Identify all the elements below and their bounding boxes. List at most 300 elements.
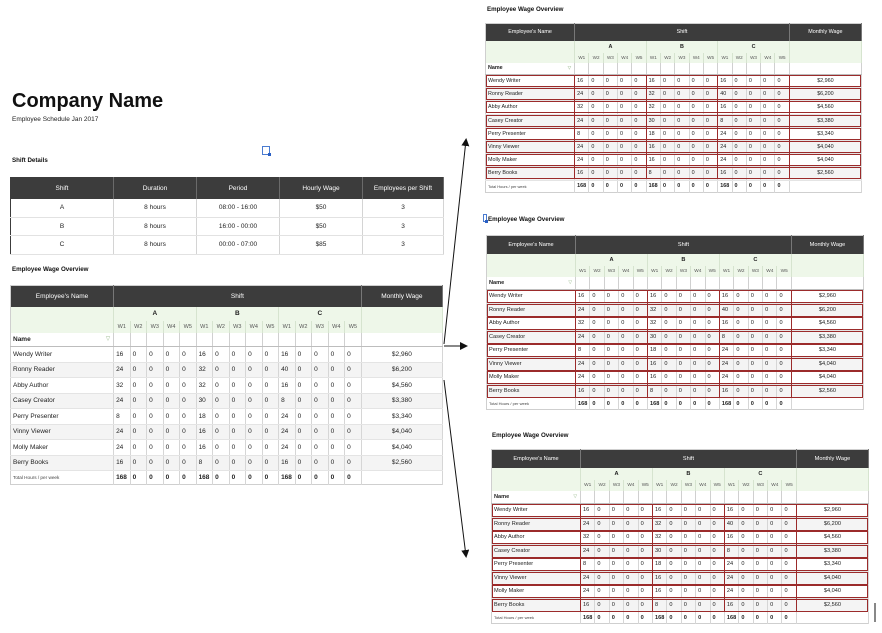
hours-cell[interactable]: 0 bbox=[705, 290, 719, 304]
hours-cell[interactable]: 0 bbox=[763, 344, 777, 358]
hours-cell[interactable]: 0 bbox=[662, 330, 676, 344]
monthly-wage-cell[interactable]: $4,040 bbox=[796, 585, 868, 599]
hours-cell[interactable]: 0 bbox=[761, 88, 775, 101]
hours-cell[interactable]: 0 bbox=[312, 424, 329, 440]
monthly-wage-cell[interactable]: $2,560 bbox=[789, 167, 861, 180]
employee-name-cell[interactable]: Berry Books bbox=[487, 384, 576, 398]
hours-cell[interactable]: 0 bbox=[604, 317, 618, 331]
hours-cell[interactable]: 32 bbox=[196, 378, 213, 394]
hours-cell[interactable]: 0 bbox=[624, 558, 638, 572]
hours-cell[interactable]: 0 bbox=[761, 75, 775, 88]
hours-cell[interactable]: 0 bbox=[604, 290, 618, 304]
hours-cell[interactable]: 24 bbox=[575, 88, 589, 101]
hours-cell[interactable]: 0 bbox=[246, 455, 263, 471]
monthly-wage-cell[interactable]: $2,960 bbox=[791, 290, 863, 304]
hours-cell[interactable]: 0 bbox=[633, 330, 647, 344]
hours-cell[interactable]: 8 bbox=[647, 384, 661, 398]
hours-cell[interactable]: 0 bbox=[662, 303, 676, 317]
hours-cell[interactable]: 32 bbox=[647, 303, 661, 317]
hours-cell[interactable]: 0 bbox=[638, 571, 652, 585]
employee-name-cell[interactable]: Berry Books bbox=[486, 167, 575, 180]
hours-cell[interactable]: 0 bbox=[180, 362, 197, 378]
hours-cell[interactable]: 0 bbox=[618, 101, 632, 114]
hours-cell[interactable]: 32 bbox=[581, 531, 595, 545]
hours-cell[interactable]: 0 bbox=[775, 88, 789, 101]
hours-cell[interactable]: 0 bbox=[638, 531, 652, 545]
hours-cell[interactable]: 0 bbox=[667, 598, 681, 612]
hours-cell[interactable]: 0 bbox=[632, 101, 646, 114]
hours-cell[interactable]: 0 bbox=[739, 544, 753, 558]
hours-cell[interactable]: 0 bbox=[696, 531, 710, 545]
hours-cell[interactable]: 32 bbox=[196, 362, 213, 378]
hours-cell[interactable]: 0 bbox=[147, 424, 164, 440]
hours-cell[interactable]: 0 bbox=[746, 88, 760, 101]
hours-cell[interactable]: 0 bbox=[624, 585, 638, 599]
hours-cell[interactable]: 0 bbox=[782, 531, 796, 545]
hours-cell[interactable]: 0 bbox=[763, 303, 777, 317]
hours-cell[interactable]: 0 bbox=[213, 455, 230, 471]
hours-cell[interactable]: 0 bbox=[147, 362, 164, 378]
hours-cell[interactable]: 0 bbox=[782, 571, 796, 585]
hours-cell[interactable]: 0 bbox=[180, 378, 197, 394]
hours-cell[interactable]: 16 bbox=[581, 504, 595, 518]
hours-cell[interactable]: 0 bbox=[345, 440, 362, 456]
monthly-wage-cell[interactable]: $6,200 bbox=[791, 303, 863, 317]
hours-cell[interactable]: 0 bbox=[746, 127, 760, 140]
hours-cell[interactable]: 0 bbox=[163, 424, 180, 440]
hours-cell[interactable]: 24 bbox=[576, 371, 590, 385]
monthly-wage-cell[interactable]: $2,960 bbox=[796, 504, 868, 518]
hours-cell[interactable]: 0 bbox=[638, 558, 652, 572]
hours-cell[interactable]: 0 bbox=[609, 517, 623, 531]
hours-cell[interactable]: 0 bbox=[696, 504, 710, 518]
hours-cell[interactable]: 0 bbox=[703, 101, 717, 114]
hours-cell[interactable]: 0 bbox=[632, 127, 646, 140]
hours-cell[interactable]: 0 bbox=[748, 330, 762, 344]
hours-cell[interactable]: 0 bbox=[675, 127, 689, 140]
hours-cell[interactable]: 8 bbox=[724, 544, 738, 558]
hours-cell[interactable]: 0 bbox=[734, 290, 748, 304]
hours-cell[interactable]: 0 bbox=[746, 140, 760, 153]
hours-cell[interactable]: 0 bbox=[618, 140, 632, 153]
hours-cell[interactable]: 0 bbox=[603, 114, 617, 127]
filter-icon[interactable]: ▽ bbox=[105, 336, 111, 343]
employee-name-cell[interactable]: Abby Author bbox=[11, 378, 114, 394]
shift-cell[interactable]: 8 hours bbox=[114, 236, 197, 255]
hours-cell[interactable]: 0 bbox=[753, 504, 767, 518]
employee-name-cell[interactable]: Ronny Reader bbox=[11, 362, 114, 378]
employee-name-cell[interactable]: Vinny Viewer bbox=[492, 571, 581, 585]
monthly-wage-cell[interactable]: $6,200 bbox=[361, 362, 442, 378]
hours-cell[interactable]: 16 bbox=[718, 75, 732, 88]
hours-cell[interactable]: 0 bbox=[589, 101, 603, 114]
hours-cell[interactable]: 0 bbox=[734, 330, 748, 344]
hours-cell[interactable]: 0 bbox=[689, 75, 703, 88]
hours-cell[interactable]: 0 bbox=[229, 424, 246, 440]
hours-cell[interactable]: 24 bbox=[279, 409, 296, 425]
hours-cell[interactable]: 24 bbox=[718, 154, 732, 167]
hours-cell[interactable]: 16 bbox=[196, 347, 213, 363]
hours-cell[interactable]: 0 bbox=[589, 114, 603, 127]
hours-cell[interactable]: 0 bbox=[589, 88, 603, 101]
hours-cell[interactable]: 0 bbox=[163, 409, 180, 425]
shift-cell[interactable]: 8 hours bbox=[114, 199, 197, 217]
hours-cell[interactable]: 0 bbox=[732, 88, 746, 101]
employee-name-cell[interactable]: Abby Author bbox=[486, 101, 575, 114]
employee-name-cell[interactable]: Casey Creator bbox=[11, 393, 114, 409]
hours-cell[interactable]: 0 bbox=[675, 140, 689, 153]
hours-cell[interactable]: 0 bbox=[777, 317, 791, 331]
hours-cell[interactable]: 0 bbox=[676, 371, 690, 385]
hours-cell[interactable]: 0 bbox=[345, 424, 362, 440]
hours-cell[interactable]: 0 bbox=[696, 585, 710, 599]
filter-icon[interactable]: ▽ bbox=[573, 494, 578, 500]
hours-cell[interactable]: 0 bbox=[763, 384, 777, 398]
hours-cell[interactable]: 0 bbox=[676, 384, 690, 398]
employee-name-cell[interactable]: Perry Presenter bbox=[492, 558, 581, 572]
hours-cell[interactable]: 0 bbox=[328, 440, 345, 456]
hours-cell[interactable]: 0 bbox=[732, 154, 746, 167]
hours-cell[interactable]: 0 bbox=[262, 378, 279, 394]
hours-cell[interactable]: 0 bbox=[632, 140, 646, 153]
hours-cell[interactable]: 0 bbox=[262, 347, 279, 363]
shift-cell[interactable]: 3 bbox=[363, 199, 444, 217]
hours-cell[interactable]: 0 bbox=[618, 114, 632, 127]
hours-cell[interactable]: 0 bbox=[130, 362, 147, 378]
hours-cell[interactable]: 0 bbox=[675, 101, 689, 114]
hours-cell[interactable]: 0 bbox=[609, 585, 623, 599]
hours-cell[interactable]: 30 bbox=[196, 393, 213, 409]
hours-cell[interactable]: 0 bbox=[705, 357, 719, 371]
hours-cell[interactable]: 0 bbox=[732, 75, 746, 88]
employee-name-cell[interactable]: Wendy Writer bbox=[492, 504, 581, 518]
hours-cell[interactable]: 0 bbox=[312, 362, 329, 378]
hours-cell[interactable]: 0 bbox=[691, 317, 705, 331]
hours-cell[interactable]: 8 bbox=[576, 344, 590, 358]
hours-cell[interactable]: 0 bbox=[681, 558, 695, 572]
hours-cell[interactable]: 0 bbox=[734, 357, 748, 371]
hours-cell[interactable]: 0 bbox=[345, 455, 362, 471]
hours-cell[interactable]: 0 bbox=[696, 517, 710, 531]
shift-cell[interactable]: $85 bbox=[280, 236, 363, 255]
hours-cell[interactable]: 0 bbox=[739, 585, 753, 599]
hours-cell[interactable]: 0 bbox=[662, 290, 676, 304]
hours-cell[interactable]: 0 bbox=[619, 371, 633, 385]
hours-cell[interactable]: 8 bbox=[718, 114, 732, 127]
hours-cell[interactable]: 0 bbox=[618, 88, 632, 101]
hours-cell[interactable]: 0 bbox=[748, 357, 762, 371]
hours-cell[interactable]: 16 bbox=[652, 571, 666, 585]
hours-cell[interactable]: 16 bbox=[114, 455, 131, 471]
hours-cell[interactable]: 0 bbox=[676, 330, 690, 344]
hours-cell[interactable]: 0 bbox=[262, 362, 279, 378]
hours-cell[interactable]: 0 bbox=[705, 384, 719, 398]
employee-name-cell[interactable]: Perry Presenter bbox=[487, 344, 576, 358]
hours-cell[interactable]: 0 bbox=[262, 409, 279, 425]
employee-name-cell[interactable]: Molly Maker bbox=[492, 585, 581, 599]
hours-cell[interactable]: 0 bbox=[589, 154, 603, 167]
hours-cell[interactable]: 0 bbox=[633, 303, 647, 317]
hours-cell[interactable]: 0 bbox=[710, 598, 724, 612]
hours-cell[interactable]: 0 bbox=[213, 393, 230, 409]
hours-cell[interactable]: 0 bbox=[746, 101, 760, 114]
hours-cell[interactable]: 0 bbox=[696, 571, 710, 585]
employee-name-cell[interactable]: Casey Creator bbox=[487, 330, 576, 344]
hours-cell[interactable]: 0 bbox=[130, 393, 147, 409]
hours-cell[interactable]: 8 bbox=[575, 127, 589, 140]
hours-cell[interactable]: 0 bbox=[748, 371, 762, 385]
employee-name-cell[interactable]: Perry Presenter bbox=[486, 127, 575, 140]
hours-cell[interactable]: 0 bbox=[696, 558, 710, 572]
hours-cell[interactable]: 16 bbox=[279, 347, 296, 363]
hours-cell[interactable]: 0 bbox=[328, 455, 345, 471]
monthly-wage-cell[interactable]: $4,560 bbox=[789, 101, 861, 114]
hours-cell[interactable]: 0 bbox=[632, 75, 646, 88]
hours-cell[interactable]: 0 bbox=[312, 347, 329, 363]
hours-cell[interactable]: 0 bbox=[590, 371, 604, 385]
hours-cell[interactable]: 0 bbox=[609, 571, 623, 585]
hours-cell[interactable]: 0 bbox=[703, 127, 717, 140]
hours-cell[interactable]: 0 bbox=[768, 571, 782, 585]
hours-cell[interactable]: 0 bbox=[603, 101, 617, 114]
hours-cell[interactable]: 8 bbox=[646, 167, 660, 180]
hours-cell[interactable]: 0 bbox=[667, 558, 681, 572]
hours-cell[interactable]: 16 bbox=[576, 290, 590, 304]
hours-cell[interactable]: 32 bbox=[646, 88, 660, 101]
hours-cell[interactable]: 0 bbox=[180, 347, 197, 363]
hours-cell[interactable]: 0 bbox=[710, 558, 724, 572]
hours-cell[interactable]: 0 bbox=[618, 154, 632, 167]
hours-cell[interactable]: 32 bbox=[652, 517, 666, 531]
hours-cell[interactable]: 0 bbox=[782, 517, 796, 531]
hours-cell[interactable]: 0 bbox=[675, 75, 689, 88]
hours-cell[interactable]: 32 bbox=[646, 101, 660, 114]
hours-cell[interactable]: 0 bbox=[147, 347, 164, 363]
hours-cell[interactable]: 0 bbox=[624, 571, 638, 585]
monthly-wage-cell[interactable]: $3,340 bbox=[361, 409, 442, 425]
hours-cell[interactable]: 0 bbox=[763, 330, 777, 344]
hours-cell[interactable]: 0 bbox=[753, 585, 767, 599]
hours-cell[interactable]: 0 bbox=[589, 167, 603, 180]
hours-cell[interactable]: 0 bbox=[676, 317, 690, 331]
employee-name-cell[interactable]: Molly Maker bbox=[487, 371, 576, 385]
monthly-wage-cell[interactable]: $2,560 bbox=[791, 384, 863, 398]
hours-cell[interactable]: 24 bbox=[114, 440, 131, 456]
hours-cell[interactable]: 0 bbox=[696, 544, 710, 558]
hours-cell[interactable]: 0 bbox=[595, 517, 609, 531]
employee-name-cell[interactable]: Wendy Writer bbox=[11, 347, 114, 363]
hours-cell[interactable]: 0 bbox=[595, 544, 609, 558]
hours-cell[interactable]: 0 bbox=[681, 598, 695, 612]
hours-cell[interactable]: 0 bbox=[619, 330, 633, 344]
hours-cell[interactable]: 0 bbox=[748, 384, 762, 398]
hours-cell[interactable]: 0 bbox=[603, 127, 617, 140]
hours-cell[interactable]: 0 bbox=[345, 362, 362, 378]
hours-cell[interactable]: 0 bbox=[768, 504, 782, 518]
hours-cell[interactable]: 0 bbox=[782, 558, 796, 572]
hours-cell[interactable]: 0 bbox=[638, 544, 652, 558]
monthly-wage-cell[interactable]: $6,200 bbox=[796, 517, 868, 531]
hours-cell[interactable]: 0 bbox=[777, 344, 791, 358]
hours-cell[interactable]: 0 bbox=[262, 440, 279, 456]
hours-cell[interactable]: 0 bbox=[768, 585, 782, 599]
hours-cell[interactable]: 0 bbox=[667, 504, 681, 518]
hours-cell[interactable]: 0 bbox=[689, 127, 703, 140]
hours-cell[interactable]: 24 bbox=[114, 424, 131, 440]
hours-cell[interactable]: 0 bbox=[775, 154, 789, 167]
hours-cell[interactable]: 0 bbox=[632, 88, 646, 101]
hours-cell[interactable]: 0 bbox=[589, 127, 603, 140]
employee-name-cell[interactable]: Vinny Viewer bbox=[11, 424, 114, 440]
hours-cell[interactable]: 0 bbox=[328, 424, 345, 440]
hours-cell[interactable]: 0 bbox=[775, 140, 789, 153]
hours-cell[interactable]: 0 bbox=[603, 140, 617, 153]
hours-cell[interactable]: 0 bbox=[229, 440, 246, 456]
shift-cell[interactable]: 3 bbox=[363, 217, 444, 236]
hours-cell[interactable]: 16 bbox=[724, 504, 738, 518]
hours-cell[interactable]: 0 bbox=[662, 344, 676, 358]
hours-cell[interactable]: 0 bbox=[147, 455, 164, 471]
hours-cell[interactable]: 8 bbox=[581, 558, 595, 572]
monthly-wage-cell[interactable]: $4,040 bbox=[796, 571, 868, 585]
hours-cell[interactable]: 0 bbox=[633, 317, 647, 331]
hours-cell[interactable]: 16 bbox=[581, 598, 595, 612]
hours-cell[interactable]: 0 bbox=[748, 317, 762, 331]
hours-cell[interactable]: 0 bbox=[262, 393, 279, 409]
hours-cell[interactable]: 0 bbox=[691, 344, 705, 358]
hours-cell[interactable]: 0 bbox=[328, 393, 345, 409]
hours-cell[interactable]: 32 bbox=[652, 531, 666, 545]
employee-name-cell[interactable]: Berry Books bbox=[11, 455, 114, 471]
hours-cell[interactable]: 0 bbox=[638, 517, 652, 531]
monthly-wage-cell[interactable]: $2,560 bbox=[361, 455, 442, 471]
hours-cell[interactable]: 0 bbox=[632, 154, 646, 167]
hours-cell[interactable]: 24 bbox=[581, 544, 595, 558]
hours-cell[interactable]: 0 bbox=[710, 544, 724, 558]
hours-cell[interactable]: 0 bbox=[763, 371, 777, 385]
hours-cell[interactable]: 0 bbox=[710, 504, 724, 518]
hours-cell[interactable]: 0 bbox=[667, 571, 681, 585]
hours-cell[interactable]: 0 bbox=[163, 347, 180, 363]
hours-cell[interactable]: 0 bbox=[705, 303, 719, 317]
hours-cell[interactable]: 0 bbox=[147, 440, 164, 456]
hours-cell[interactable]: 0 bbox=[213, 347, 230, 363]
hours-cell[interactable]: 0 bbox=[739, 517, 753, 531]
hours-cell[interactable]: 16 bbox=[575, 75, 589, 88]
hours-cell[interactable]: 0 bbox=[632, 167, 646, 180]
employee-name-cell[interactable]: Molly Maker bbox=[11, 440, 114, 456]
hours-cell[interactable]: 0 bbox=[660, 127, 674, 140]
monthly-wage-cell[interactable]: $4,040 bbox=[361, 424, 442, 440]
hours-cell[interactable]: 0 bbox=[603, 167, 617, 180]
hours-cell[interactable]: 0 bbox=[662, 357, 676, 371]
hours-cell[interactable]: 0 bbox=[662, 384, 676, 398]
hours-cell[interactable]: 0 bbox=[604, 303, 618, 317]
hours-cell[interactable]: 0 bbox=[732, 127, 746, 140]
hours-cell[interactable]: 0 bbox=[295, 424, 312, 440]
hours-cell[interactable]: 0 bbox=[312, 440, 329, 456]
monthly-wage-cell[interactable]: $4,040 bbox=[791, 357, 863, 371]
hours-cell[interactable]: 32 bbox=[114, 378, 131, 394]
hours-cell[interactable]: 16 bbox=[646, 154, 660, 167]
hours-cell[interactable]: 0 bbox=[638, 598, 652, 612]
hours-cell[interactable]: 0 bbox=[609, 544, 623, 558]
hours-cell[interactable]: 0 bbox=[782, 504, 796, 518]
hours-cell[interactable]: 0 bbox=[624, 504, 638, 518]
hours-cell[interactable]: 0 bbox=[696, 598, 710, 612]
hours-cell[interactable]: 24 bbox=[114, 362, 131, 378]
hours-cell[interactable]: 32 bbox=[647, 317, 661, 331]
hours-cell[interactable]: 0 bbox=[761, 140, 775, 153]
hours-cell[interactable]: 0 bbox=[130, 378, 147, 394]
hours-cell[interactable]: 0 bbox=[624, 517, 638, 531]
hours-cell[interactable]: 0 bbox=[763, 317, 777, 331]
hours-cell[interactable]: 0 bbox=[675, 88, 689, 101]
hours-cell[interactable]: 24 bbox=[114, 393, 131, 409]
hours-cell[interactable]: 0 bbox=[229, 347, 246, 363]
hours-cell[interactable]: 0 bbox=[590, 357, 604, 371]
hours-cell[interactable]: 0 bbox=[662, 371, 676, 385]
hours-cell[interactable]: 16 bbox=[647, 357, 661, 371]
hours-cell[interactable]: 24 bbox=[581, 571, 595, 585]
hours-cell[interactable]: 0 bbox=[689, 88, 703, 101]
hours-cell[interactable]: 0 bbox=[180, 409, 197, 425]
hours-cell[interactable]: 0 bbox=[703, 167, 717, 180]
hours-cell[interactable]: 0 bbox=[761, 154, 775, 167]
hours-cell[interactable]: 0 bbox=[691, 371, 705, 385]
hours-cell[interactable]: 0 bbox=[345, 409, 362, 425]
hours-cell[interactable]: 0 bbox=[703, 154, 717, 167]
hours-cell[interactable]: 0 bbox=[681, 531, 695, 545]
hours-cell[interactable]: 0 bbox=[619, 303, 633, 317]
hours-cell[interactable]: 24 bbox=[724, 571, 738, 585]
monthly-wage-cell[interactable]: $4,040 bbox=[361, 440, 442, 456]
hours-cell[interactable]: 24 bbox=[575, 140, 589, 153]
hours-cell[interactable]: 16 bbox=[646, 140, 660, 153]
hours-cell[interactable]: 0 bbox=[681, 585, 695, 599]
hours-cell[interactable]: 0 bbox=[689, 154, 703, 167]
monthly-wage-cell[interactable]: $3,380 bbox=[796, 544, 868, 558]
hours-cell[interactable]: 24 bbox=[724, 585, 738, 599]
shift-cell[interactable]: 00:00 - 07:00 bbox=[197, 236, 280, 255]
hours-cell[interactable]: 0 bbox=[675, 154, 689, 167]
hours-cell[interactable]: 0 bbox=[130, 409, 147, 425]
monthly-wage-cell[interactable]: $2,960 bbox=[361, 347, 442, 363]
hours-cell[interactable]: 0 bbox=[130, 455, 147, 471]
hours-cell[interactable]: 0 bbox=[595, 598, 609, 612]
hours-cell[interactable]: 0 bbox=[667, 585, 681, 599]
hours-cell[interactable]: 18 bbox=[652, 558, 666, 572]
hours-cell[interactable]: 0 bbox=[609, 531, 623, 545]
hours-cell[interactable]: 0 bbox=[345, 347, 362, 363]
hours-cell[interactable]: 0 bbox=[345, 393, 362, 409]
monthly-wage-cell[interactable]: $3,380 bbox=[789, 114, 861, 127]
hours-cell[interactable]: 0 bbox=[660, 101, 674, 114]
hours-cell[interactable]: 0 bbox=[609, 598, 623, 612]
hours-cell[interactable]: 0 bbox=[660, 88, 674, 101]
hours-cell[interactable]: 0 bbox=[590, 344, 604, 358]
hours-cell[interactable]: 0 bbox=[295, 409, 312, 425]
hours-cell[interactable]: 18 bbox=[196, 409, 213, 425]
monthly-wage-cell[interactable]: $4,040 bbox=[789, 154, 861, 167]
employee-name-cell[interactable]: Ronny Reader bbox=[492, 517, 581, 531]
shift-cell[interactable]: 08:00 - 16:00 bbox=[197, 199, 280, 217]
hours-cell[interactable]: 0 bbox=[667, 517, 681, 531]
hours-cell[interactable]: 0 bbox=[703, 88, 717, 101]
monthly-wage-cell[interactable]: $4,040 bbox=[791, 371, 863, 385]
hours-cell[interactable]: 0 bbox=[777, 357, 791, 371]
hours-cell[interactable]: 0 bbox=[246, 362, 263, 378]
